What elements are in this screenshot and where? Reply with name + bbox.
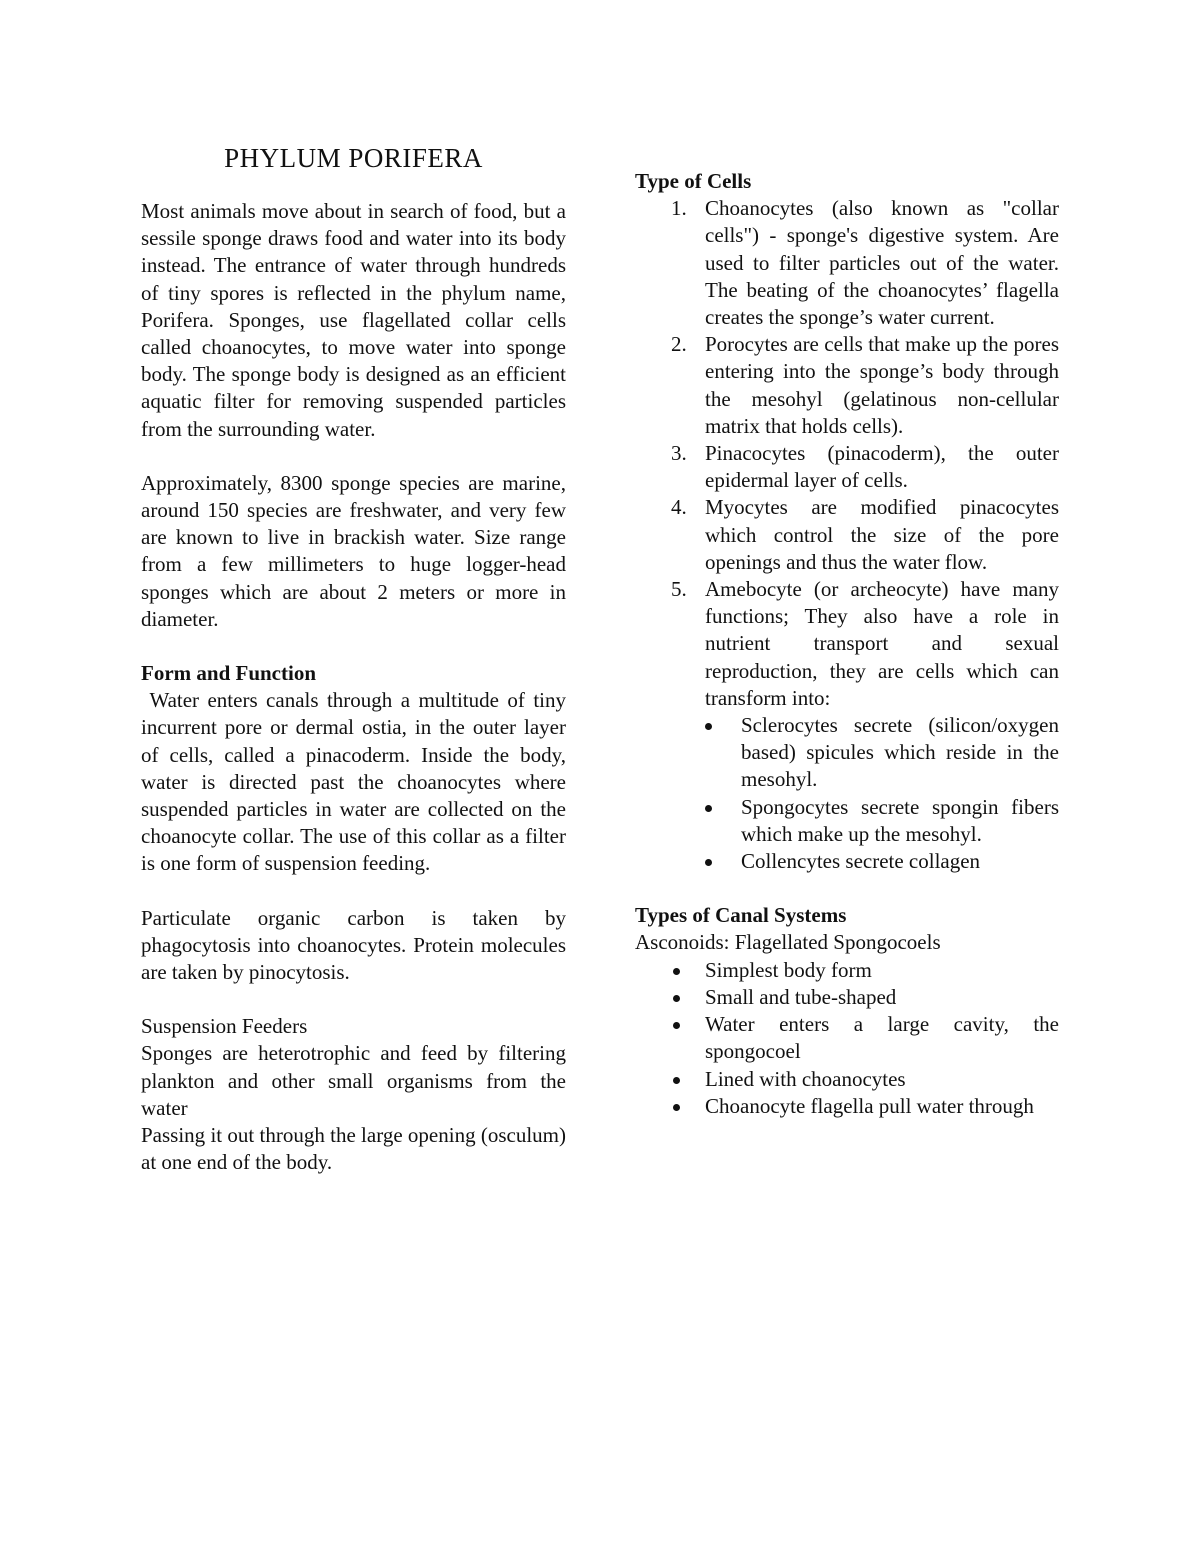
bullet-item-text: Water enters a large cavity, the spongocoel <box>705 1012 1059 1064</box>
list-item <box>635 331 1059 440</box>
bullet-icon <box>705 859 712 866</box>
list-number: 3. <box>671 441 687 466</box>
species-paragraph: Approximately, 8300 sponge species are marine, around 150 species are freshwater, and very few are known to live in brackish water. Size range from a few millimeters to huge logger-head sponges which are about 2 meters or more in diameter. <box>141 470 566 631</box>
bullet-icon <box>673 1077 680 1084</box>
bullet-icon <box>673 995 680 1002</box>
list-item <box>635 440 1059 494</box>
cell-types-list <box>635 195 1059 875</box>
list-item-text: Choanocytes (also known as "collar cells") - sponge's digestive system. Are used to filter particles out of the water. The beating of the choanocytes’ flagella creates the sponge’s water current. <box>705 196 1059 330</box>
list-item-text: Myocytes are modified pinacocytes which control the size of the pore openings and thus the water flow. <box>705 495 1059 574</box>
bullet-item-text: Simplest body form <box>705 957 872 982</box>
cell-types-heading: Type of Cells <box>635 169 752 193</box>
bullet-icon <box>705 723 712 730</box>
list-number: 5. <box>671 577 687 602</box>
bullet-item <box>635 1011 1059 1065</box>
bullet-item <box>705 848 1059 875</box>
amebocyte-types-list <box>705 712 1059 875</box>
bullet-item-text: Collencytes secrete collagen <box>741 849 981 874</box>
list-number: 4. <box>671 495 687 520</box>
suspension-feeders-heading: Suspension Feeders <box>141 1014 308 1039</box>
page-title: PHYLUM PORIFERA <box>224 143 483 173</box>
feeders-paragraph-2: Passing it out through the large opening (osculum) at one end of the body. <box>141 1123 566 1175</box>
form-function-paragraph: Water enters canals through a multitude of tiny incurrent pore or dermal ostia, in the outer layer of cells, called a pinacoderm. Inside the body, water is directed past the choanocytes where suspended particles in water are collected on the choanocyte collar. The use of this collar as a filter is one form of suspension feeding. <box>141 688 566 876</box>
right-column <box>635 168 1059 1120</box>
list-item <box>635 494 1059 576</box>
bullet-icon <box>673 1022 680 1029</box>
left-column <box>141 140 566 1177</box>
list-item-text: Pinacocytes (pinacoderm), the outer epidermal layer of cells. <box>705 441 1059 493</box>
intro-paragraph: Most animals move about in search of food, but a sessile sponge draws food and water into its body instead. The entrance of water through hundreds of tiny spores is reflected in the phylum name, Porifera. Sponges, use flagellated collar cells called choanocytes, to move water into sponge body. The sponge body is designed as an efficient aquatic filter for removing suspended particles from the surrounding water. <box>141 199 566 441</box>
bullet-item <box>635 1066 1059 1093</box>
bullet-icon <box>673 1104 680 1111</box>
bullet-item-text: Spongocytes secrete spongin fibers which make up the mesohyl. <box>741 794 1059 846</box>
bullet-item <box>635 984 1059 1011</box>
form-function-heading: Form and Function <box>141 661 317 686</box>
canal-features-list <box>635 957 1059 1120</box>
list-number: 1. <box>671 196 687 221</box>
bullet-item <box>705 712 1059 794</box>
bullet-icon <box>705 805 712 812</box>
bullet-item <box>705 794 1059 848</box>
canal-systems-heading: Types of Canal Systems <box>635 903 847 928</box>
carbon-paragraph: Particulate organic carbon is taken by phagocytosis into choanocytes. Protein molecules are taken by pinocytosis. <box>141 905 566 985</box>
asconoids-subheading: Asconoids: Flagellated Spongocoels <box>635 930 941 955</box>
feeders-paragraph-1: Sponges are heterotrophic and feed by filtering plankton and other small organisms from the water <box>141 1041 566 1120</box>
list-item-text: Porocytes are cells that make up the pores entering into the sponge’s body through the mesohyl (gelatinous non-cellular matrix that holds cells). <box>705 332 1059 438</box>
bullet-item <box>635 957 1059 984</box>
bullet-item-text: Small and tube-shaped <box>705 984 897 1009</box>
bullet-item-text: Choanocyte flagella pull water through <box>705 1093 1034 1118</box>
bullet-item-text: Lined with choanocytes <box>705 1066 906 1091</box>
list-item <box>635 576 1059 875</box>
list-item-text: Amebocyte (or archeocyte) have many functions; They also have a role in nutrient transport and sexual reproduction, they are cells which can transform into: <box>705 577 1059 710</box>
bullet-item <box>635 1093 1059 1120</box>
bullet-item-text: Sclerocytes secrete (silicon/oxygen based) spicules which reside in the mesohyl. <box>741 713 1059 792</box>
list-number: 2. <box>671 332 687 357</box>
list-item <box>635 195 1059 331</box>
bullet-icon <box>673 968 680 975</box>
